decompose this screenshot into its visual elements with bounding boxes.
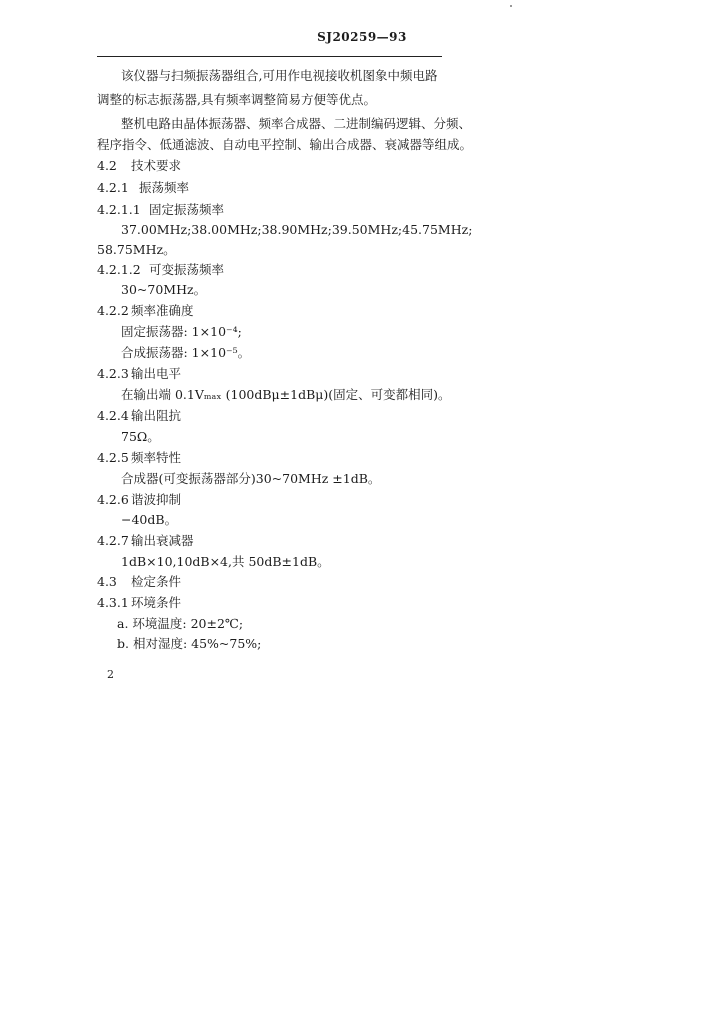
section-number: 4.2 xyxy=(97,158,117,173)
section-number: 4.2.2 xyxy=(97,303,129,318)
scan-speck xyxy=(510,5,512,7)
section-4-2-3-heading xyxy=(97,366,181,382)
section-4-2-5-heading xyxy=(97,450,181,466)
section-title: 可变振荡频率 xyxy=(149,262,225,277)
section-number: 4.2.6 xyxy=(97,492,129,507)
section-number: 4.2.7 xyxy=(97,533,129,548)
output-level-value: 在输出端 0.1Vₘₐₓ (100dBμ±1dBμ)(固定、可变都相同)。 xyxy=(121,387,451,402)
section-title: 输出衰减器 xyxy=(131,533,194,548)
section-4-3-1-heading xyxy=(97,595,181,611)
section-title: 检定条件 xyxy=(131,574,182,589)
section-title: 环境条件 xyxy=(131,595,182,610)
section-4-2-4-heading xyxy=(97,408,181,424)
section-title: 振荡频率 xyxy=(139,180,190,195)
section-title: 频率特性 xyxy=(131,450,182,465)
section-title: 技术要求 xyxy=(131,158,182,173)
relative-humidity: b. 相对湿度: 45%~75%; xyxy=(117,636,262,651)
para1-line1: 该仪器与扫频振荡器组合,可用作电视接收机图象中频电路 xyxy=(121,68,438,83)
section-number: 4.2.1 xyxy=(97,180,129,195)
output-impedance-value: 75Ω。 xyxy=(121,429,160,444)
para2-line2: 程序指令、低通滤波、自动电平控制、输出合成器、衰减器等组成。 xyxy=(97,137,473,152)
section-number: 4.2.4 xyxy=(97,408,129,423)
section-number: 4.2.3 xyxy=(97,366,129,381)
section-number: 4.2.5 xyxy=(97,450,129,465)
section-4-2-1-2-heading xyxy=(97,262,224,278)
harmonic-suppression-value: −40dB。 xyxy=(121,512,178,527)
section-4-2-1-heading xyxy=(97,180,189,196)
section-4-2-7-heading xyxy=(97,533,194,549)
section-number: 4.2.1.2 xyxy=(97,262,141,277)
standard-code: SJ20259—93 xyxy=(317,30,407,44)
section-title: 频率准确度 xyxy=(131,303,194,318)
header-rule xyxy=(97,56,442,57)
page-number: 2 xyxy=(107,668,114,681)
section-4-3-heading xyxy=(97,574,181,590)
frequency-response-value: 合成器(可变振荡器部分)30~70MHz ±1dB。 xyxy=(121,471,381,486)
section-4-2-1-1-heading xyxy=(97,202,224,218)
para1-line2: 调整的标志振荡器,具有频率调整简易方便等优点。 xyxy=(97,92,376,107)
section-title: 固定振荡频率 xyxy=(149,202,225,217)
section-number: 4.2.1.1 xyxy=(97,202,141,217)
fixed-frequencies-line1: 37.00MHz;38.00MHz;38.90MHz;39.50MHz;45.75MHz; xyxy=(121,222,473,237)
section-number: 4.3 xyxy=(97,574,117,589)
para2-line1: 整机电路由晶体振荡器、频率合成器、二进制编码逻辑、分频、 xyxy=(121,116,472,131)
ambient-temperature: a. 环境温度: 20±2℃; xyxy=(117,616,244,631)
section-4-2-6-heading xyxy=(97,492,181,508)
section-title: 谐波抑制 xyxy=(131,492,182,507)
section-4-2-2-heading xyxy=(97,303,194,319)
variable-frequency-value: 30~70MHz。 xyxy=(121,282,207,297)
synth-oscillator-accuracy: 合成振荡器: 1×10⁻⁵。 xyxy=(121,345,251,360)
section-title: 输出电平 xyxy=(131,366,182,381)
fixed-oscillator-accuracy: 固定振荡器: 1×10⁻⁴; xyxy=(121,324,242,339)
section-4-2-heading xyxy=(97,158,181,174)
section-number: 4.3.1 xyxy=(97,595,129,610)
output-attenuator-value: 1dB×10,10dB×4,共 50dB±1dB。 xyxy=(121,554,330,569)
section-title: 输出阻抗 xyxy=(131,408,182,423)
fixed-frequencies-line2: 58.75MHz。 xyxy=(97,242,176,257)
